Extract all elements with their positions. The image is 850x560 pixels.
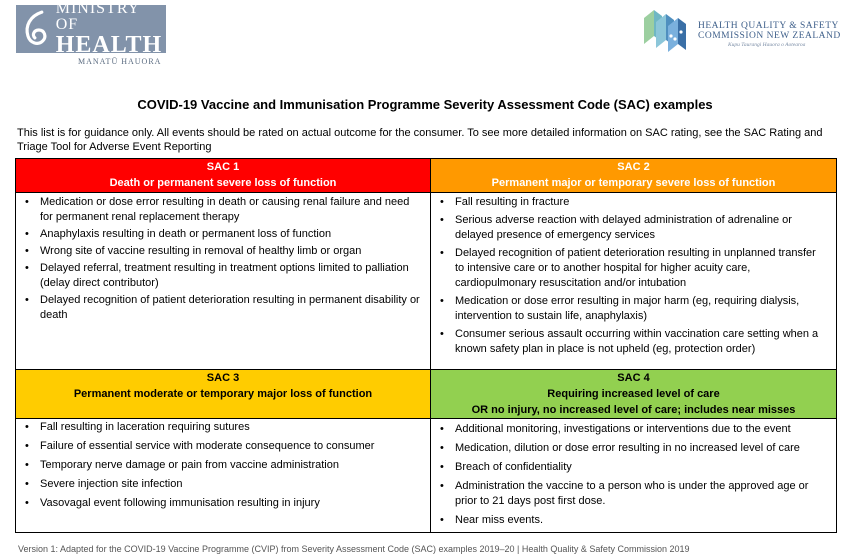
sac3-code: SAC 3	[206, 372, 240, 384]
sac3-item: • Temporary nerve damage or pain from vaccine administration	[16, 458, 430, 473]
sac3-item: • Fall resulting in laceration requiring sutures	[16, 420, 430, 435]
sac1-item: • Medication or dose error resulting in death or causing renal failure and need for permanent renal replacement therapy	[16, 195, 430, 225]
sac2-item: • Consumer serious assault occurring within vaccination care setting when a known safety plan in place is not upheld (eg, protection order)	[431, 327, 836, 357]
sac2-subtitle: Permanent major or temporary severe loss of function	[491, 177, 776, 189]
sac2-item: • Delayed recognition of patient deterioration resulting in unplanned transfer to intensive care or to another hospital for higher acuity care, cardiopulmonary resuscitation and/or intubation	[431, 246, 836, 291]
sac3-subtitle: Permanent moderate or temporary major loss of function	[73, 388, 373, 400]
sac2-header	[431, 159, 837, 193]
koru-icon	[20, 8, 50, 50]
sac1-subtitle: Death or permanent severe loss of function	[109, 177, 337, 189]
intro-text: This list is for guidance only. All events should be rated on actual outcome for the consumer. To see more detailed information on SAC rating, see the SAC Rating and Triage Tool for Adverse Event Reporting	[17, 127, 823, 153]
page-title: COVID-19 Vaccine and Immunisation Programme Severity Assessment Code (SAC) examples	[137, 97, 713, 112]
hqsc-logo-line2: COMMISSION NEW ZEALAND	[698, 30, 841, 41]
hqsc-logo-line1: HEALTH QUALITY & SAFETY	[698, 21, 839, 31]
sac4-item: • Additional monitoring, investigations or interventions due to the event	[431, 422, 836, 437]
ministry-of-health-logo	[16, 0, 166, 58]
sac3-item: • Severe injection site infection	[16, 477, 430, 492]
sac3-item: • Failure of essential service with moderate consequence to consumer	[16, 439, 430, 454]
sac2-code: SAC 2	[617, 161, 650, 173]
sac1-header	[16, 159, 431, 193]
sac-table	[15, 158, 837, 533]
sac1-code: SAC 1	[206, 161, 240, 173]
hqsc-logo	[640, 6, 841, 60]
sac1-item: • Delayed referral, treatment resulting in treatment options limited to palliation (delay direct contributor)	[16, 261, 430, 291]
sac3-examples	[16, 419, 431, 533]
sac1-examples	[16, 193, 431, 370]
sac1-list	[16, 193, 430, 323]
sac4-code: SAC 4	[617, 372, 650, 384]
sac1-item: • Anaphylaxis resulting in death or permanent loss of function	[16, 227, 430, 242]
sac2-item: • Medication or dose error resulting in major harm (eg, requiring dialysis, intervention to sustain life, anaphylaxis)	[431, 294, 836, 324]
sac4-examples	[431, 419, 837, 533]
footer-version-note: Version 1: Adapted for the COVID-19 Vaccine Programme (CVIP) from Severity Assessment Code (SAC) examples 2019–20 | Health Quality & Safety Commission 2019	[18, 544, 690, 554]
moh-logo-line1: MINISTRY OF	[55, 0, 140, 33]
sac4-header	[431, 370, 837, 419]
sac1-item: • Wrong site of vaccine resulting in removal of healthy limb or organ	[16, 244, 430, 259]
sac4-list	[431, 419, 836, 528]
sac3-header	[16, 370, 431, 419]
sac1-item: • Delayed recognition of patient deterioration resulting in permanent disability or death	[16, 293, 430, 323]
sac3-list	[16, 419, 430, 511]
sac4-subtitle-2: OR no injury, no increased level of care; includes near misses	[471, 404, 796, 416]
sac4-item: • Administration the vaccine to a person who is under the approved age or prior to 21 days post first dose.	[431, 479, 836, 509]
moh-logo-line2: HEALTH	[55, 32, 163, 58]
sac4-item: • Medication, dilution or dose error resulting in no increased level of care	[431, 441, 836, 456]
sac3-item: • Vasovagal event following immunisation resulting in injury	[16, 496, 430, 511]
hqsc-emblem-icon	[640, 6, 696, 60]
moh-logo-subtitle: MANATŪ HAUORA	[78, 57, 162, 66]
sac2-examples	[431, 193, 837, 370]
hqsc-logo-tagline: Kupu Taurangi Hauora o Aotearoa	[728, 42, 806, 48]
sac4-item: • Breach of confidentiality	[431, 460, 836, 475]
sac2-item: • Fall resulting in fracture	[431, 195, 836, 210]
sac2-item: • Serious adverse reaction with delayed administration of adrenaline or delayed presence of emergency services	[431, 213, 836, 243]
sac2-list	[431, 193, 836, 357]
sac4-item: • Near miss events.	[431, 513, 836, 528]
sac4-subtitle: Requiring increased level of care	[547, 388, 720, 400]
